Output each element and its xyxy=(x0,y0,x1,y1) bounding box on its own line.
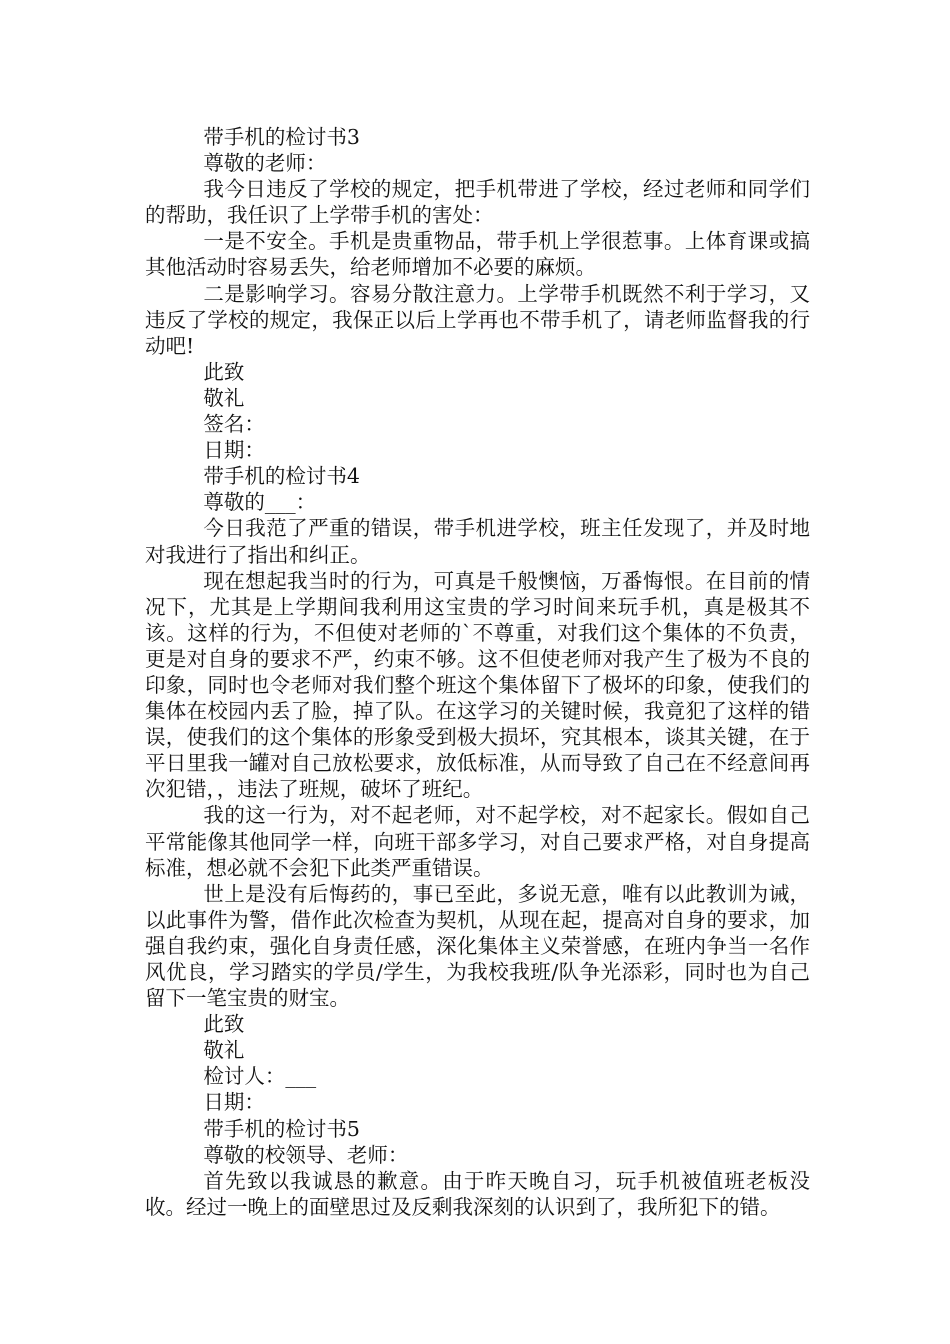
letter-salutation: 尊敬的老师： xyxy=(203,151,327,176)
letter-salutation: 尊敬的校领导、老师： xyxy=(203,1142,409,1167)
letter-paragraph: 我今日违反了学校的规定，把手机带进了学校，经过老师和同学们的帮助，我任识了上学带手机的害处： xyxy=(145,177,810,228)
letter-closing: 此致 xyxy=(203,359,245,384)
letter-date: 日期： xyxy=(203,1090,265,1115)
letter-signature: 签名： xyxy=(203,412,265,437)
letter-paragraph: 今日我范了严重的错误，带手机进学校，班主任发现了，并及时地对我进行了指出和纠正。 xyxy=(145,516,810,567)
letter-paragraph: 二是影响学习。容易分散注意力。上学带手机既然不利于学习，又违反了学校的规定，我保正以后上学再也不带手机了，请老师监督我的行动吧! xyxy=(145,281,810,358)
letter-closing: 敬礼 xyxy=(203,385,245,410)
letter-closing: 敬礼 xyxy=(203,1038,245,1063)
letter-paragraph: 一是不安全。手机是贵重物品，带手机上学很惹事。上体育课或搞其他活动时容易丢失，给老师增加不必要的麻烦。 xyxy=(145,229,810,280)
letter-closing: 此致 xyxy=(203,1012,245,1037)
letter-title: 带手机的检讨书5 xyxy=(203,1116,360,1141)
letter-paragraph: 我的这一行为，对不起老师，对不起学校，对不起家长。假如自己平常能像其他同学一样，向班干部多学习，对自己要求严格，对自身提高标准，想必就不会犯下此类严重错误。 xyxy=(145,803,810,880)
letter-title: 带手机的检讨书4 xyxy=(203,464,360,489)
letter-paragraph: 首先致以我诚恳的歉意。由于昨天晚自习，玩手机被值班老板没收。经过一晚上的面壁思过及反剩我深刻的认识到了，我所犯下的错。 xyxy=(145,1168,810,1219)
letter-signature: 检讨人：___ xyxy=(203,1064,317,1089)
document-body xyxy=(145,124,810,1220)
letter-salutation: 尊敬的___： xyxy=(203,490,317,515)
letter-paragraph: 世上是没有后悔药的，事已至此，多说无意，唯有以此教训为诫，以此事件为警，借作此次检查为契机，从现在起，提高对自身的要求，加强自我约束，强化自身责任感，深化集体主义荣誉感，在班内争当一名作风优良，学习踏实的学员/学生，为我校我班/队争光添彩，同时也为自己留下一笔宝贵的财宝。 xyxy=(145,881,810,1011)
letter-paragraph: 现在想起我当时的行为，可真是千般懊恼，万番悔恨。在目前的情况下，尤其是上学期间我利用这宝贵的学习时间来玩手机，真是极其不该。这样的行为，不但使对老师的`不尊重，对我们这个集体的不负责，更是对自身的要求不严，约束不够。这不但使老师对我产生了极为不良的印象，同时也令老师对我们整个班这个集体留下了极坏的印象，使我们的集体在校园内丢了脸，掉了队。在这学习的关键时候，我竟犯了这样的错误，使我们的这个集体的形象受到极大损坏，究其根本，谈其关键，在于平日里我一罐对自己放松要求，放低标准，从而导致了自己在不经意间再次犯错，，违法了班规，破坏了班纪。 xyxy=(145,568,810,802)
letter-title: 带手机的检讨书3 xyxy=(203,125,360,149)
letter-date: 日期： xyxy=(203,438,265,463)
